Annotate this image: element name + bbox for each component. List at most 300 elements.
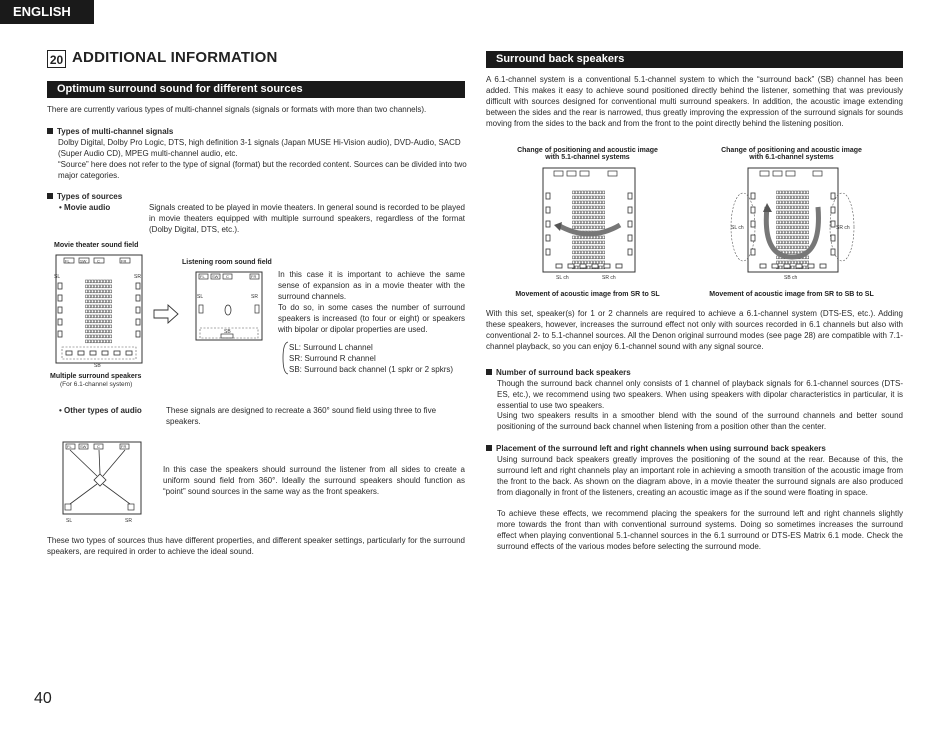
- seat: [603, 196, 605, 199]
- seat: [89, 310, 91, 313]
- seat: [783, 206, 785, 209]
- theater-room-diagram: [50, 250, 275, 375]
- seat: [579, 236, 581, 239]
- seat: [801, 261, 803, 264]
- seat: [98, 285, 100, 288]
- seat: [786, 246, 788, 249]
- seat: [777, 211, 779, 214]
- seat: [795, 216, 797, 219]
- seat: [804, 211, 806, 214]
- seat: [795, 261, 797, 264]
- right-section-bar: Surround back speakers: [486, 51, 903, 68]
- seat: [107, 280, 109, 283]
- seat: [92, 290, 94, 293]
- seat: [807, 236, 809, 239]
- seat: [101, 320, 103, 323]
- seat: [86, 315, 88, 318]
- seat: [588, 206, 590, 209]
- seat: [789, 261, 791, 264]
- seat: [89, 315, 91, 318]
- svg-text:SR: SR: [125, 518, 132, 524]
- seat: [104, 285, 106, 288]
- seat: [95, 295, 97, 298]
- theater-caption: Movie theater sound field: [54, 242, 139, 249]
- seat: [101, 295, 103, 298]
- seat: [804, 226, 806, 229]
- seat: [600, 266, 602, 269]
- seat: [585, 251, 587, 254]
- seat: [783, 216, 785, 219]
- types-sources-heading: Types of sources: [47, 191, 467, 202]
- seat: [594, 196, 596, 199]
- movie-explain: In this case it is important to achieve the same sense of expansion as in a movie theater with the surround channels.: [278, 270, 465, 301]
- seat: [804, 196, 806, 199]
- seat: [89, 285, 91, 288]
- seat: [101, 300, 103, 303]
- seat: [786, 191, 788, 194]
- seat: [807, 211, 809, 214]
- seat: [789, 191, 791, 194]
- seat: [792, 201, 794, 204]
- seat: [777, 201, 779, 204]
- seat: [594, 251, 596, 254]
- seat: [597, 251, 599, 254]
- svg-text:FR: FR: [251, 274, 257, 279]
- seat: [789, 196, 791, 199]
- seat: [89, 320, 91, 323]
- seat: [576, 191, 578, 194]
- seat: [792, 191, 794, 194]
- seat: [92, 320, 94, 323]
- seat: [588, 251, 590, 254]
- seat: [786, 241, 788, 244]
- seat: [801, 196, 803, 199]
- seat: [588, 221, 590, 224]
- movie-audio-label: • Movie audio: [59, 203, 111, 212]
- seat: [780, 211, 782, 214]
- seat: [110, 325, 112, 328]
- seat: [792, 251, 794, 254]
- seat: [95, 340, 97, 343]
- seat: [86, 320, 88, 323]
- seat: [92, 310, 94, 313]
- seat: [807, 191, 809, 194]
- seat: [597, 226, 599, 229]
- seat: [579, 191, 581, 194]
- seat: [101, 285, 103, 288]
- number-p1: Though the surround back channel only consists of 1 channel of playback signals for 6.1-channel sources (DTS-ES, etc.), we recommend using two speakers. When using speakers with dipolar characteristics in particular, it is essential to use two speakers.: [497, 379, 903, 410]
- seat: [579, 246, 581, 249]
- seat: [603, 201, 605, 204]
- svg-text:C: C: [226, 274, 229, 279]
- seat: [603, 216, 605, 219]
- seat: [582, 211, 584, 214]
- seat: [582, 236, 584, 239]
- seat: [597, 196, 599, 199]
- seat: [594, 221, 596, 224]
- seat: [783, 246, 785, 249]
- seat: [783, 241, 785, 244]
- seat: [576, 236, 578, 239]
- seat: [792, 211, 794, 214]
- seat: [101, 330, 103, 333]
- seat: [86, 305, 88, 308]
- svg-text:SW: SW: [80, 444, 87, 449]
- seat: [789, 211, 791, 214]
- seat: [107, 300, 109, 303]
- seat: [89, 300, 91, 303]
- seat: [594, 201, 596, 204]
- seat: [780, 246, 782, 249]
- seat: [585, 261, 587, 264]
- seat: [588, 246, 590, 249]
- bullet-square-icon: [486, 445, 492, 451]
- seat: [95, 320, 97, 323]
- seat: [597, 191, 599, 194]
- seat: [801, 201, 803, 204]
- seat: [591, 191, 593, 194]
- seat: [792, 241, 794, 244]
- seat: [585, 201, 587, 204]
- seat: [576, 246, 578, 249]
- seat: [783, 201, 785, 204]
- seat: [780, 201, 782, 204]
- seat: [789, 246, 791, 249]
- seat: [89, 295, 91, 298]
- seat: [110, 280, 112, 283]
- seat: [573, 251, 575, 254]
- seat: [98, 330, 100, 333]
- seat: [603, 221, 605, 224]
- multi-surround-subcaption: (For 6.1-channel system): [60, 381, 133, 388]
- other-audio-explain: In this case the speakers should surround the listener from all sides to create a uniform sound field from 360°. Ideally the surround speakers should function as “point” sound sources in the same way as the front speakers.: [163, 465, 465, 496]
- seat: [600, 226, 602, 229]
- seat: [798, 211, 800, 214]
- seat: [86, 300, 88, 303]
- seat: [585, 191, 587, 194]
- seat: [89, 305, 91, 308]
- seat: [594, 191, 596, 194]
- seat: [582, 206, 584, 209]
- seat: [603, 261, 605, 264]
- seat: [579, 251, 581, 254]
- seat: [573, 191, 575, 194]
- seat: [110, 290, 112, 293]
- seat: [780, 216, 782, 219]
- seat: [588, 196, 590, 199]
- seat: [576, 261, 578, 264]
- seat: [786, 196, 788, 199]
- types-signals-body: Dolby Digital, Dolby Pro Logic, DTS, high definition 3-1 signals (Japan MUSE Hi-Vision audio), DVD-Audio, SACD (Super Audio CD), MPEG multi-channel audio, etc.: [58, 138, 461, 158]
- seat: [104, 325, 106, 328]
- svg-text:FR: FR: [121, 258, 127, 264]
- seat: [597, 241, 599, 244]
- seat: [86, 295, 88, 298]
- section-title: ADDITIONAL INFORMATION: [72, 49, 278, 66]
- seat: [780, 266, 782, 269]
- seat: [591, 261, 593, 264]
- movie-explain-2: To do so, in some cases the number of surround speakers is increased (to four or eight) or speakers with bipolar or dipolar properties are used.: [278, 303, 465, 334]
- seat: [95, 315, 97, 318]
- seat: [603, 191, 605, 194]
- fig-5-1-diagram: [540, 165, 640, 285]
- seat: [582, 246, 584, 249]
- seat: [780, 236, 782, 239]
- seat: [777, 206, 779, 209]
- seat: [107, 285, 109, 288]
- seat: [792, 236, 794, 239]
- seat: [594, 241, 596, 244]
- seat: [107, 315, 109, 318]
- seat: [582, 196, 584, 199]
- seat: [780, 196, 782, 199]
- seat: [101, 310, 103, 313]
- seat: [591, 226, 593, 229]
- seat: [795, 206, 797, 209]
- svg-text:FL: FL: [67, 444, 72, 449]
- seat: [804, 221, 806, 224]
- seat: [573, 256, 575, 259]
- right-intro: A 6.1-channel system is a conventional 5.1-channel system to which the “surround back” (SB) channel has been added. This makes it easy to achieve sound positioned directly behind the listener, something that was previously difficult with sources designed for conventional multi surround speakers. In addition, the acoustic image extending between the sides and the rear is narrowed, thus greatly improving the expression of the surround signals for sounds moving from the sides to the back and from the front to the point directly behind the listening position.: [486, 75, 903, 128]
- seat: [104, 315, 106, 318]
- seat: [95, 305, 97, 308]
- seat: [95, 290, 97, 293]
- movie-audio-text: Signals created to be played in movie theaters. In general sound is recorded to be played in movie theaters equipped with multiple surround speakers, regardless of the format (Dolby Digital, DTS, etc.).: [149, 203, 465, 234]
- types-signals-note: “Source” here does not refer to the type of signal (format) but the recorded content. Sources can be divided into two major categories.: [58, 160, 467, 180]
- seat: [783, 231, 785, 234]
- svg-text:SL: SL: [66, 518, 73, 524]
- seat: [585, 241, 587, 244]
- seat: [807, 226, 809, 229]
- seat: [591, 201, 593, 204]
- seat: [95, 325, 97, 328]
- svg-text:SL ch: SL ch: [556, 275, 569, 281]
- seat: [594, 246, 596, 249]
- seat: [777, 236, 779, 239]
- seat: [798, 241, 800, 244]
- svg-text:FL: FL: [200, 274, 205, 279]
- seat: [786, 216, 788, 219]
- seat: [792, 216, 794, 219]
- seat: [597, 246, 599, 249]
- seat: [792, 246, 794, 249]
- seat: [86, 340, 88, 343]
- seat: [807, 221, 809, 224]
- seat: [110, 295, 112, 298]
- seat: [110, 330, 112, 333]
- seat: [107, 335, 109, 338]
- fig-6-1-diagram: [730, 165, 855, 285]
- seat: [801, 236, 803, 239]
- seat: [597, 211, 599, 214]
- seat: [786, 226, 788, 229]
- seat: [101, 290, 103, 293]
- seat: [104, 320, 106, 323]
- seat: [600, 196, 602, 199]
- seat: [591, 196, 593, 199]
- seat: [579, 206, 581, 209]
- seat: [603, 241, 605, 244]
- seat: [798, 191, 800, 194]
- seat: [107, 340, 109, 343]
- seat: [95, 280, 97, 283]
- seat: [104, 330, 106, 333]
- seat: [104, 290, 106, 293]
- seat: [573, 236, 575, 239]
- five-speaker-diagram: [58, 438, 148, 528]
- seat: [807, 201, 809, 204]
- seat: [582, 226, 584, 229]
- seat: [89, 335, 91, 338]
- seat: [798, 216, 800, 219]
- seat: [86, 310, 88, 313]
- seat: [804, 231, 806, 234]
- seat: [801, 226, 803, 229]
- seat: [807, 261, 809, 264]
- seat: [786, 251, 788, 254]
- seat: [780, 221, 782, 224]
- seat: [585, 216, 587, 219]
- svg-text:SR ch: SR ch: [602, 275, 616, 281]
- seat: [92, 285, 94, 288]
- seat: [110, 320, 112, 323]
- language-tab: ENGLISH: [0, 0, 94, 24]
- seat: [603, 236, 605, 239]
- seat: [92, 335, 94, 338]
- seat: [591, 246, 593, 249]
- seat: [792, 206, 794, 209]
- seat: [585, 211, 587, 214]
- seat: [807, 196, 809, 199]
- legend-sl: SL: Surround L channel: [289, 343, 373, 352]
- seat: [798, 196, 800, 199]
- legend-sr: SR: Surround R channel: [289, 354, 376, 363]
- seat: [92, 315, 94, 318]
- seat: [597, 256, 599, 259]
- bullet-square-icon: [486, 369, 492, 375]
- seat: [777, 256, 779, 259]
- seat: [585, 196, 587, 199]
- seat: [795, 201, 797, 204]
- seat: [597, 216, 599, 219]
- seat: [777, 191, 779, 194]
- seat: [588, 261, 590, 264]
- seat: [786, 221, 788, 224]
- seat: [597, 261, 599, 264]
- seat: [594, 226, 596, 229]
- seat: [92, 340, 94, 343]
- seat: [801, 191, 803, 194]
- svg-text:SW: SW: [80, 258, 87, 264]
- seat: [576, 266, 578, 269]
- seat: [789, 221, 791, 224]
- seat: [783, 226, 785, 229]
- seat: [92, 325, 94, 328]
- seat: [588, 216, 590, 219]
- seat: [783, 236, 785, 239]
- seat: [597, 206, 599, 209]
- seat: [600, 221, 602, 224]
- seat: [107, 310, 109, 313]
- seat: [789, 231, 791, 234]
- seat: [86, 330, 88, 333]
- seat: [795, 236, 797, 239]
- seat: [789, 241, 791, 244]
- seat: [807, 231, 809, 234]
- seat: [110, 310, 112, 313]
- seat: [582, 256, 584, 259]
- seat: [594, 236, 596, 239]
- seat: [792, 221, 794, 224]
- seat: [98, 315, 100, 318]
- left-intro: There are currently various types of multi-channel signals (signals or formats with more than two channels).: [47, 105, 427, 114]
- seat: [86, 335, 88, 338]
- seat: [789, 236, 791, 239]
- left-conclusion: These two types of sources thus have different properties, and different speaker settings, particularly for the surround speakers, are required in order to achieve the ideal sound.: [47, 536, 465, 556]
- placement-heading: Placement of the surround left and right channels when using surround back speakers: [486, 443, 903, 454]
- seat: [600, 211, 602, 214]
- seat: [579, 261, 581, 264]
- seat: [104, 305, 106, 308]
- seat: [582, 261, 584, 264]
- seat: [107, 290, 109, 293]
- fig-right-title: Change of positioning and acoustic image with 6.1-channel systems: [721, 147, 862, 161]
- seat: [600, 206, 602, 209]
- seat: [573, 221, 575, 224]
- seat: [591, 216, 593, 219]
- seat: [98, 325, 100, 328]
- seat: [101, 335, 103, 338]
- seat: [795, 211, 797, 214]
- seat: [579, 216, 581, 219]
- seat: [801, 221, 803, 224]
- seat: [786, 201, 788, 204]
- seat: [789, 206, 791, 209]
- seat: [594, 216, 596, 219]
- svg-text:SL: SL: [54, 274, 61, 280]
- seat: [786, 206, 788, 209]
- seat: [89, 280, 91, 283]
- seat: [801, 211, 803, 214]
- seat: [600, 256, 602, 259]
- seat: [795, 241, 797, 244]
- seat: [603, 251, 605, 254]
- seat: [795, 231, 797, 234]
- seat: [101, 305, 103, 308]
- seat: [579, 211, 581, 214]
- seat: [86, 325, 88, 328]
- seat: [576, 206, 578, 209]
- seat: [104, 335, 106, 338]
- seat: [582, 221, 584, 224]
- seat: [783, 191, 785, 194]
- seat: [573, 216, 575, 219]
- seat: [594, 211, 596, 214]
- seat: [98, 335, 100, 338]
- seat: [101, 315, 103, 318]
- seat: [591, 211, 593, 214]
- seat: [576, 221, 578, 224]
- seat: [777, 241, 779, 244]
- seat: [780, 206, 782, 209]
- seat: [807, 256, 809, 259]
- seat: [804, 201, 806, 204]
- seat: [783, 221, 785, 224]
- seat: [798, 221, 800, 224]
- seat: [798, 201, 800, 204]
- svg-text:FL: FL: [65, 258, 70, 264]
- placement-p2: To achieve these effects, we recommend placing the speakers for the surround left and right channels slightly more towards the front than with conventional surround systems. Doing so sometimes increases the surround effect when playing conventional 5.1-channel sources in the 6.1 surround or DTS-ES Matrix 6.1 mode. Check the surround effects of the various modes before selecting the surround mode.: [497, 509, 903, 551]
